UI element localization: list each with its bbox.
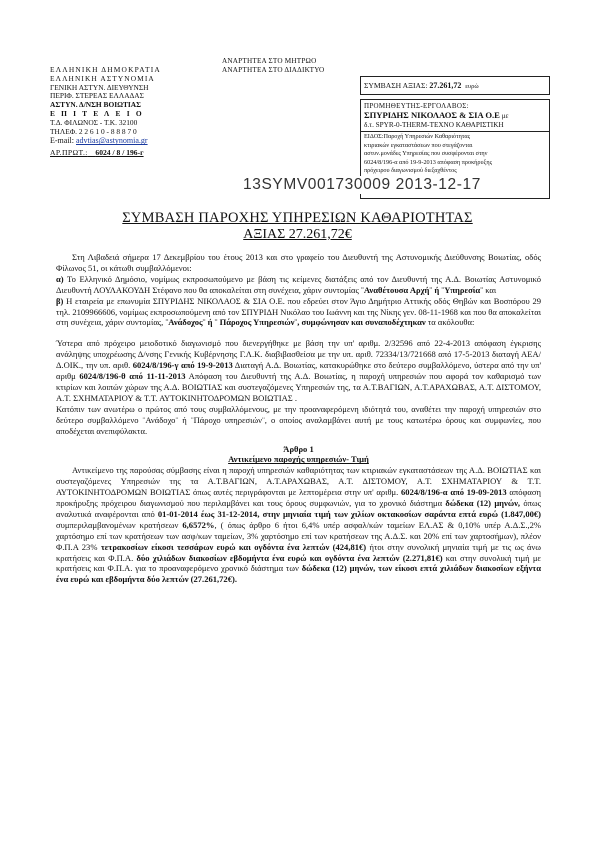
party-b-end: τα ακόλουθα: <box>425 317 475 328</box>
email-label: E-mail: <box>50 136 74 146</box>
subject-line: αστυν.μονάδες Υπηρεσίας που συσφέρονται στην <box>364 150 488 158</box>
issuer-line: ΑΣΤΥΝ. Δ/ΝΣΗ ΒΟΙΩΤΙΑΣ <box>50 100 141 110</box>
award-paragraph <box>56 338 541 403</box>
party-a-paragraph <box>56 274 541 296</box>
award-text: Διαταγή Α.Δ. Βοιωτίας, κατακυρώθηκε στο δεύτερο συμβαλλόμενο, ύστερα από την υπ' αριθμ <box>56 360 542 382</box>
intro-paragraph: Στη Λιβαδειά σήμερα 17 Δεκεμβρίου του έτους 2013 και στο γραφείο του Διευθυντή της Αστυνομικής Διεύθυνσης Βοιωτίας, οδός Φίλωνος 51, οι κάτωθι συμβαλλόμενοι: <box>56 252 541 273</box>
article-monthly-price: 01-01-2014 έως 31-12-2014, στην μηνιαία τιμή των χιλίων οκτακοσίων σαράντα επτά ευρώ (1.847,00€) <box>157 508 541 519</box>
spacer <box>56 437 541 443</box>
document-subtitle: ΑΞΙΑΣ 27.261,72€ <box>243 227 352 242</box>
article-title: Άρθρο 1 <box>283 443 314 454</box>
article-vat: τετρακοσίων είκοσι τεσσάρων ευρώ και ογδόντα ένα λεπτών (424,81€) <box>100 541 367 552</box>
document-body <box>56 252 541 585</box>
subject-line: κτιριακών εγκαταστάσεων που στεγάζονται <box>364 141 473 149</box>
article-deductions: 6,6572% <box>182 519 215 530</box>
article-text: Αντικείμενο της παρούσας σύμβασης είναι η παροχή υπηρεσιών καθαριότητας των κτιριακών εγκαταστάσεων της Α.Δ. ΒΟΙΩΤΙΑΣ και συστεγαζόμενες Υπηρεσιών της τα Α.Τ.ΒΑΓΙΩΝ, Α.Τ.ΑΡΑΧΩΒΑΣ, Α.Τ. ΔΙΣΤΟΜΟΥ, Α.Τ. ΣΧΗΜΑΤΑΡΙΟΥ & Τ.Τ. ΑΥΤΟΚΙΝΗΤΟΔΡΟΜΩΝ ΒΟΙΩΤΙΑΣ όπως αυτές περιγράφονται με λεπτομέρεια στην υπ' αριθμ. <box>56 465 541 498</box>
article-text: ήτοι στην συνολική μηνιαία τιμή με τις ως άνω κρατήσεις και Φ.Π.Α. <box>56 541 541 563</box>
article-text: συμπεριλαμβανομένων κρατήσεων <box>56 519 183 530</box>
issuer-header <box>50 66 200 158</box>
issuer-line: ΕΛΛΗΝΙΚΗ ΔΗΜΟΚΡΑΤΙΑ <box>50 65 161 74</box>
protocol-number <box>50 149 200 158</box>
document-title: ΣΥΜΒΑΣΗ ΠΑΡΟΧΗΣ ΥΠΗΡΕΣΙΩΝ ΚΑΘΑΡΙΟΤΗΤΑΣ <box>122 210 473 226</box>
issuer-line: Τ.Δ. ΦΙΛΩΝΟΣ - Τ.Κ. 32100 <box>50 117 138 127</box>
article-text: , ( όπως άρθρο 6 ήτοι 6,4% υπέρ ασφαλ/κών ταμείων ΕΛ.ΑΣ & 0,10% υπέρ Α.Δ.Σ.,2% χαρτόσημο επί των κρατήσεων των ασφ/κων ταμείων, 3% χαρτόσημο επί των κρατήσεων της Α.Δ.Σ. και 20% επί των χαρτοσήμων), πλέον Φ.Π.Α 23% <box>56 519 542 552</box>
supplier-name-line <box>364 111 546 121</box>
article-text: απόφαση προκήρυξης πρόχειρου διαγωνισμού που περιλαμβάνει και τους όρους συμφωνιών, για το χρονικό διάστημα <box>56 487 541 509</box>
party-a-text: Το Ελληνικό Δημόσιο, νομίμως εκπροσωπούμενο με βάση τις κείμενες διατάξεις από τον Διευθυντή της Α.Δ. Βοιωτίας Αστυνομικό Διευθυντή ΛΟΥΛΑΚΟΥΔΗ Στέφανο που θα αποκαλείται στη συνέχεια, χάριν συντομίας <box>56 273 541 295</box>
publication-notice <box>222 57 324 75</box>
party-a-prefix: α) <box>56 273 64 284</box>
subject-line: 6024/8/196-α από 19-9-2013 απόφαση προκήρυξης <box>364 158 493 166</box>
assignment-paragraph: Κατόπιν των ανωτέρω ο πρώτος από τους συμβαλλόμενους, με την προαναφερόμενη ιδιότητά του, αναθέτει την παροχή υπηρεσιών στο δεύτερο συμβαλλόμενο ¨Ανάδοχο¨ ή ¨Πάροχο υπηρεσιών¨, ο οποίος αναλαμβάνει αυτή με τους κατωτέρω όρους και συμφωνίες, που αποδέχεται ανεπιφύλακτα. <box>56 403 541 436</box>
issuer-line: ΕΛΛΗΝΙΚΗ ΑΣΤΥΝΟΜΙΑ <box>50 73 155 83</box>
award-ref-1: 6024/8/196-γ από 19-9-2013 <box>132 360 233 371</box>
article-grand-total: δώδεκα (12) μηνών, των είκοσι επτά χιλιάδων διακοσίων εξήντα ένα ευρώ και εβδομήντα δύο λεπτών (27.261,72€). <box>56 563 541 585</box>
contract-value-amount: 27.261,72 <box>429 81 462 90</box>
issuer-line: ΠΕΡΙΦ. ΣΤΕΡΕΑΣ ΕΛΛΑΔΑΣ <box>50 91 144 101</box>
issuer-line: ΓΕΝΙΚΗ ΑΣΤΥΝ. ΔΙΕΥΘΥΝΣΗ <box>50 82 149 92</box>
protocol-value: 6024 / 8 / 196-г <box>95 148 144 158</box>
supplier-name-suffix: με <box>501 112 509 120</box>
issuer-line: Ε Π Ι Τ Ε Λ Ε Ι Ο <box>50 108 144 118</box>
issuer-line: ΤΗΛΕΦ. 2 2 6 1 0 - 8 8 8 7 0 <box>50 126 137 136</box>
article-monthly-total: δύο χιλιάδων διακοσίων εβδομήντα ένα ευρώ και ογδόντα ένα λεπτών (2.271,81€) <box>136 552 443 563</box>
supplier-trade-name: δ.τ. SPYR-0-THERM-ΤΕΧΝΟ ΚΑΘΑΡΙΣΤΙΚΗ <box>364 121 504 129</box>
protocol-label: ΑΡ.ΠΡΩΤ.: <box>50 148 88 158</box>
box-divider <box>361 131 549 132</box>
article-text: και στην συνολική τιμή με κρατήσεις και Φ.Π.Α. για το προαναφερόμενο χρονικό διάστημα των <box>56 552 541 574</box>
spacer <box>56 328 541 338</box>
notice-registry: ΑΝΑΡΤΗΤΕΑ ΣΤΟ ΜΗΤΡΩΟ <box>222 57 317 65</box>
subject-line: πρόχειρου διαγωνισμού διεξαχθέντος <box>364 167 457 175</box>
notice-internet: ΑΝΑΡΤΗΤΕΑ ΣΤΟ ΔΙΑΔΙΚΤΥΟ <box>222 66 325 74</box>
party-b-paragraph <box>56 296 541 329</box>
article-paragraph <box>56 465 541 585</box>
contract-value-unit: ευρώ <box>465 83 479 90</box>
party-a-end: και <box>483 284 497 295</box>
award-text: Ύστερα από πρόχειρο μειοδοτικό διαγωνισμό που διενεργήθηκε με βάση την υπ' αριθμ. 2/32596 από 22-4-2013 απόφαση έγκρισης ανάληψης υποχρέωσης Δ/νσης Γενικής Κυβέρνησης Γ.Λ.Κ. διαβιβασθείσα με την υπ. αριθ. 72334/13/721668 από 17-5-2013 διαταγή ΑΕΑ/Δ.ΟΙΚ., την υπ. αριθ. <box>56 338 541 371</box>
party-b-prefix: β) <box>56 295 64 306</box>
award-text: Απόφαση του Διευθυντή της Α.Δ. Βοιωτίας, η παροχή υπηρεσιών που αφορά τον καθαρισμό των κτιρίων και λοιπών χώρων της Α.Δ. ΒΟΙΩΤΙΑΣ και συστεγαζόμενες Υπηρεσιών της, τα Α.Τ.ΒΑΓΙΩΝ, Α.Τ.ΑΡΑΧΩΒΑΣ, Α.Τ. ΔΙΣΤΟΜΟΥ, Α.Τ. ΣΧΗΜΑΤΑΡΙΟΥ & Τ.Τ. ΑΥΤΟΚΙΝΗΤΟΔΡΟΜΩΝ ΒΟΙΩΤΙΑΣ . <box>56 371 541 403</box>
supplier-label: ΠΡΟΜΗΘΕΥΤΗΣ-ΕΡΓΟΛΑΒΟΣ: <box>364 102 469 110</box>
email-link[interactable]: advtias@astynomia.gr <box>76 136 148 146</box>
article-ref: 6024/8/196-α από 19-09-2013 <box>401 487 507 498</box>
article-text: όπως αναλυτικά αναφέρονται από <box>56 498 541 519</box>
article-duration: δώδεκα (12) μηνών, <box>445 498 521 509</box>
party-a-role: ¨Αναθέτουσα Αρχή¨ ή ¨Υπηρεσία¨ <box>361 284 484 295</box>
ada-code: 13SYMV001730009 2013-12-17 <box>243 176 481 193</box>
subject-line: ΕΙΔΟΣ:Παροχή Υπηρεσιών Καθαριότητας <box>364 133 471 140</box>
party-b-text: Η εταιρεία με επωνυμία ΣΠΥΡΙΔΗΣ ΝΙΚΟΛΑΟΣ & ΣΙΑ Ο.Ε. που εδρεύει στον Άγιο Δημήτριο Αττικής οδός Θηβών και Βοσπόρου 29 τηλ. 2109966606, νομίμως εκπροσωπούμενη από τον ΣΠΥΡΙΔΗ Νικόλαο του Ιωάννη και της Νίκης γεν. 08-11-1968 και που θα αποκαλείται στη συνέχεια, χάριν συντομίας, <box>56 295 541 328</box>
award-ref-2: 6024/8/196-θ από 11-11-2013 <box>79 371 186 382</box>
email-line <box>50 137 200 146</box>
supplier-name: ΣΠΥΡΙΔΗΣ ΝΙΚΟΛΑΟΣ & ΣΙΑ Ο.Ε <box>364 110 500 120</box>
contract-value-label: ΣΥΜΒΑΣΗ ΑΞΙΑΣ: <box>364 81 428 90</box>
article-subtitle: Αντικείμενο παροχής υπηρεσιών- Τιμή <box>228 454 369 465</box>
contract-value-box <box>360 76 550 95</box>
party-b-role: ¨Ανάδοχος¨ ή ¨ Πάροχος Υπηρεσιών¨, συμφώνησαν και συναποδέχτηκαν <box>165 317 426 328</box>
